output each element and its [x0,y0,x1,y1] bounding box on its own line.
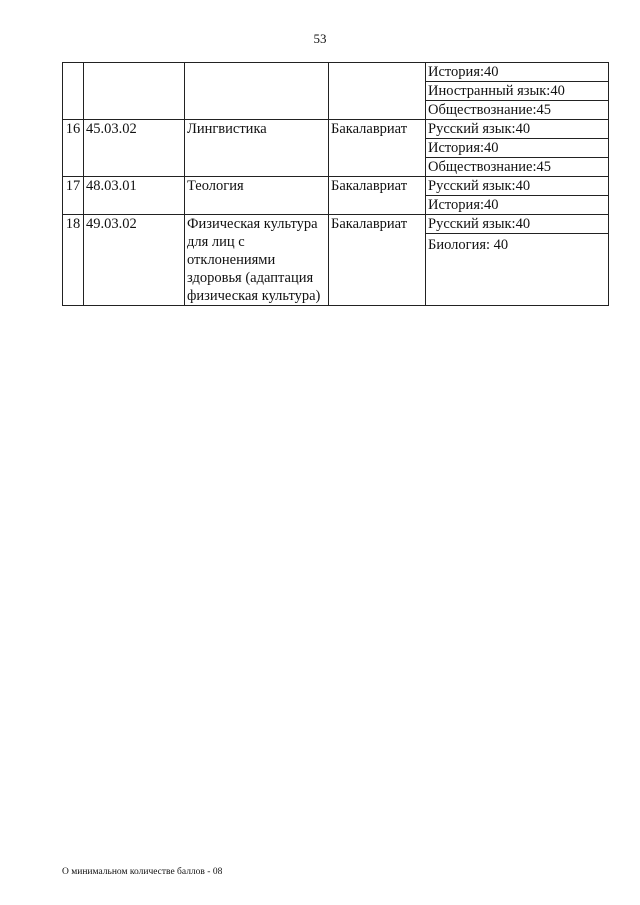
table-row [63,215,609,234]
exam-subject-cell: Обществознание:45 [426,158,609,177]
table-row [63,177,609,196]
row-number-cell: 18 [63,215,84,306]
row-number-cell [63,63,84,120]
row-number-cell: 16 [63,120,84,177]
direction-name-cell: Теология [185,177,329,215]
direction-name-cell [185,63,329,120]
exam-subject-cell: Биология: 40 [426,234,609,306]
exam-subject-cell: Обществознание:45 [426,101,609,120]
exam-subject-cell: История:40 [426,196,609,215]
document-footer: О минимальном количестве баллов - 08 [62,867,223,877]
table-row [63,63,609,82]
row-number-cell: 17 [63,177,84,215]
exam-subject-cell: Иностранный язык:40 [426,82,609,101]
exam-requirements-table [62,62,609,306]
education-level-cell: Бакалавриат [329,120,426,177]
exam-subject-cell: Русский язык:40 [426,120,609,139]
exam-subject-cell: Русский язык:40 [426,177,609,196]
exam-subject-cell: История:40 [426,139,609,158]
direction-name-cell: Физическая культура для лиц с отклонениями здоровья (адаптация физическая культура) [185,215,329,306]
exam-subject-cell: Русский язык:40 [426,215,609,234]
direction-code-cell: 49.03.02 [84,215,185,306]
direction-code-cell [84,63,185,120]
education-level-cell: Бакалавриат [329,215,426,306]
education-level-cell [329,63,426,120]
direction-code-cell: 48.03.01 [84,177,185,215]
direction-code-cell: 45.03.02 [84,120,185,177]
education-level-cell: Бакалавриат [329,177,426,215]
page-number: 53 [313,31,327,46]
direction-name-cell: Лингвистика [185,120,329,177]
exam-subject-cell: История:40 [426,63,609,82]
table-row [63,120,609,139]
